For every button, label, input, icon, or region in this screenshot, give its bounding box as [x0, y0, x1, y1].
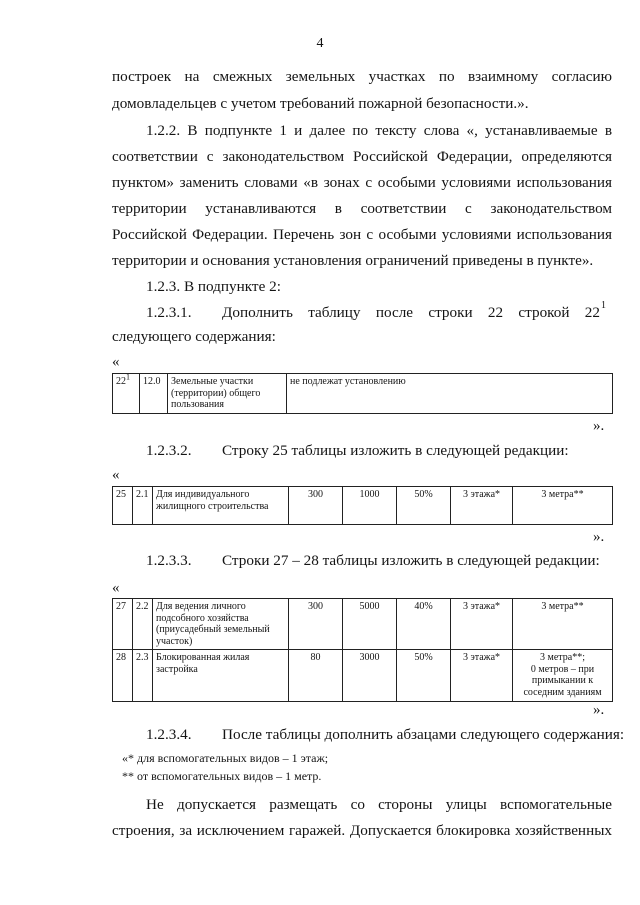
quote-close: ».	[593, 702, 605, 718]
cell-coverage: 50%	[397, 650, 451, 702]
cell-name: Блокированная жилая застройка	[153, 650, 289, 702]
paragraph-line: домовладельцев с учетом требований пожарной безопасности.».	[112, 95, 529, 112]
cell-num: 28	[113, 650, 133, 702]
table-row	[113, 374, 613, 414]
height-note: 0 метров – при примыкании к соседним зданиям	[523, 663, 602, 698]
subitem-number: 1.2.3.1.	[146, 304, 192, 321]
table-row	[113, 599, 613, 650]
paragraph-line: территории устанавливаются в соответствии с законодательством	[112, 200, 612, 217]
quote-open: «	[112, 467, 120, 483]
subitem-text: Дополнить таблицу после строки 22 строкой 22	[222, 304, 600, 321]
cell-code: 2.3	[133, 650, 153, 702]
subitem-text: После таблицы дополнить абзацами следующего содержания:	[222, 726, 625, 743]
table-row-22-1	[112, 373, 613, 414]
cell-num: 27	[113, 599, 133, 650]
superscript: 1	[601, 300, 606, 311]
subitem-number: 1.2.3.4.	[146, 726, 192, 743]
footnote-line: «* для вспомогательных видов – 1 этаж;	[122, 751, 329, 765]
table-rows-27-28	[112, 598, 613, 702]
cell-min-area: 300	[289, 599, 343, 650]
cell-height: 3 метра**	[513, 599, 613, 650]
subitem-number: 1.2.3.3.	[146, 552, 192, 569]
subitem-text: Строки 27 – 28 таблицы изложить в следующей редакции:	[222, 552, 600, 569]
cell-floors: 3 этажа*	[451, 650, 513, 702]
cell-name: Для индивидуального жилищного строительства	[153, 487, 289, 525]
cell-code: 12.0	[140, 374, 168, 414]
cell-code: 2.2	[133, 599, 153, 650]
cell-height: 3 метра**	[513, 487, 613, 525]
cell-coverage: 40%	[397, 599, 451, 650]
paragraph-line: Российской Федерации. Перечень зон с особыми условиями использования	[112, 226, 612, 243]
cell-value: не подлежат установлению	[287, 374, 613, 414]
quote-open: «	[112, 580, 120, 596]
cell-num: $22^1$	[113, 374, 140, 414]
paragraph-line: строения, за исключением гаражей. Допускается блокировка хозяйственных	[112, 822, 612, 839]
cell-min-area: 300	[289, 487, 343, 525]
paragraph-line: пунктом» заменить словами «в зонах с особыми условиями использования	[112, 174, 612, 191]
page-number: 4	[316, 36, 324, 51]
cell-max-area: 1000	[343, 487, 397, 525]
cell-floors: 3 этажа*	[451, 599, 513, 650]
quote-close: ».	[593, 529, 605, 545]
quote-close: ».	[593, 418, 605, 434]
cell-code: 2.1	[133, 487, 153, 525]
paragraph-line: 1.2.2. В подпункте 1 и далее по тексту слова «, устанавливаемые в	[146, 122, 612, 139]
cell-num: 25	[113, 487, 133, 525]
cell-height	[513, 650, 613, 702]
paragraph-line: Не допускается размещать со стороны улицы вспомогательные	[146, 796, 612, 813]
table-row-25	[112, 486, 613, 525]
subitem-number: 1.2.3.2.	[146, 442, 192, 459]
cell-max-area: 3000	[343, 650, 397, 702]
cell-min-area: 80	[289, 650, 343, 702]
quote-open: «	[112, 354, 120, 370]
cell-floors: 3 этажа*	[451, 487, 513, 525]
paragraph-line: территории и основания установления ограничений приведены в пункте».	[112, 252, 594, 269]
cell-coverage: 50%	[397, 487, 451, 525]
height-value: 3 метра**;	[540, 652, 585, 663]
table-row	[113, 650, 613, 702]
subitem-text: Строку 25 таблицы изложить в следующей редакции:	[222, 442, 569, 459]
cell-max-area: 5000	[343, 599, 397, 650]
footnote-line: ** от вспомогательных видов – 1 метр.	[122, 769, 322, 783]
paragraph-line: построек на смежных земельных участках по взаимному согласию	[112, 68, 612, 85]
table-row	[113, 487, 613, 525]
cell-name: Для ведения личного подсобного хозяйства (приусадебный земельный участок)	[153, 599, 289, 650]
subitem-heading: 1.2.3. В подпункте 2:	[146, 278, 281, 295]
paragraph-line: соответствии с законодательством Российской Федерации, определяются	[112, 148, 612, 165]
paragraph-line: следующего содержания:	[112, 328, 276, 345]
cell-name: Земельные участки (территории) общего пользования	[168, 374, 287, 414]
